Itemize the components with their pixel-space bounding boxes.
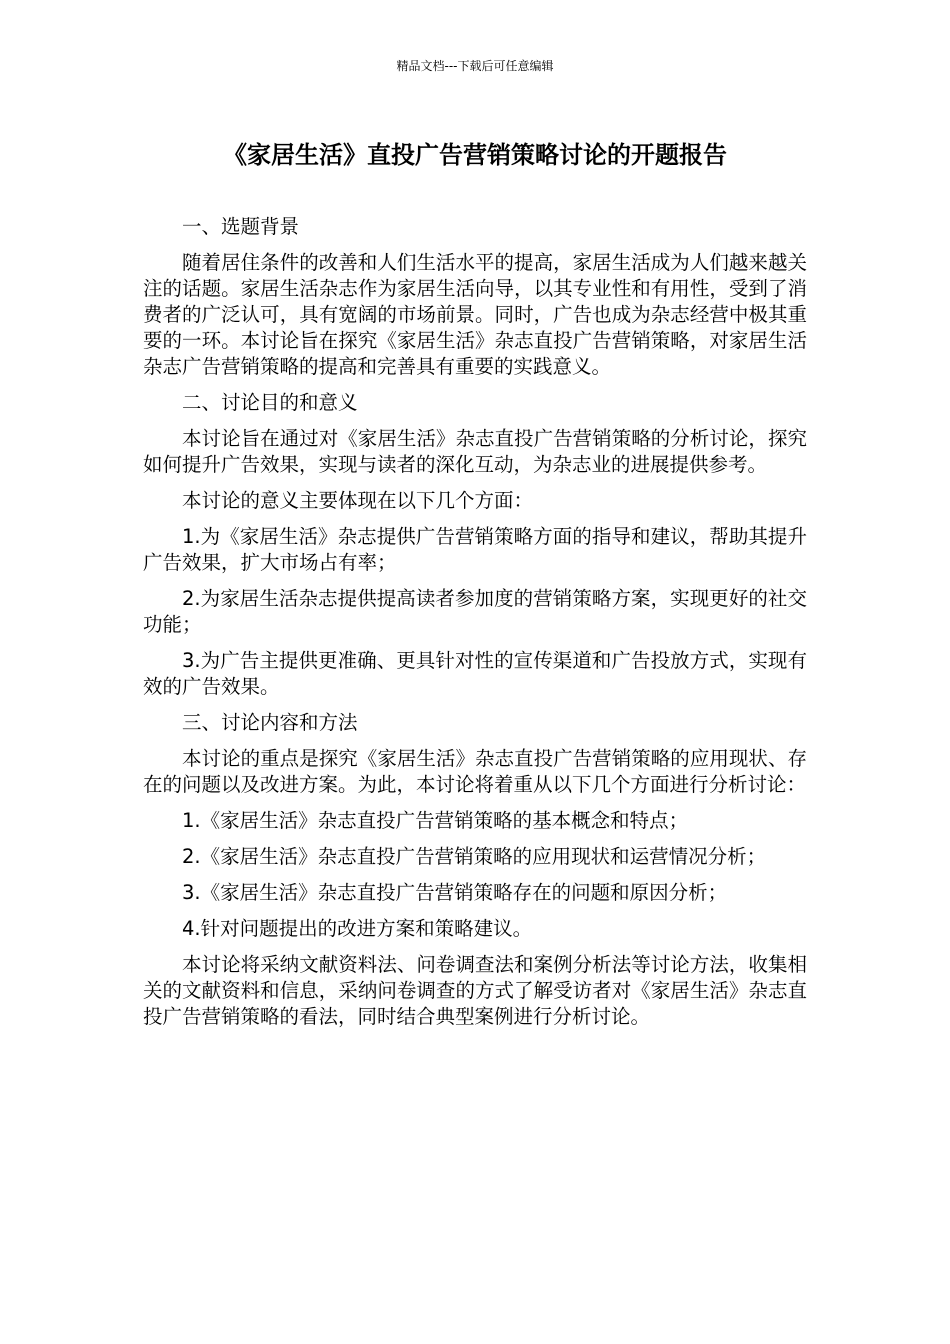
- section-heading-content-methods: 三、讨论内容和方法: [182, 711, 358, 734]
- paragraph: 本讨论的意义主要体现在以下几个方面：: [182, 489, 534, 512]
- paragraph: 本讨论旨在通过对《家居生活》杂志直投广告营销策略的分析讨论，探究如何提升广告效果，实现与读者的深化互动，为杂志业的进展提供参考。: [143, 427, 807, 476]
- list-item: 1.为《家居生活》杂志提供广告营销策略方面的指导和建议，帮助其提升广告效果，扩大市场占有率；: [143, 525, 807, 574]
- paragraph: 本讨论的重点是探究《家居生活》杂志直投广告营销策略的应用现状、存在的问题以及改进方案。为此，本讨论将着重从以下几个方面进行分析讨论：: [143, 747, 807, 796]
- list-item: 1.《家居生活》杂志直投广告营销策略的基本概念和特点；: [182, 809, 689, 832]
- page-header: 精品文档---下载后可任意编辑: [396, 59, 554, 73]
- list-item: 2.为家居生活杂志提供提高读者参加度的营销策略方案，实现更好的社交功能；: [143, 587, 807, 636]
- section-heading-background: 一、选题背景: [182, 215, 300, 238]
- document-body: [143, 214, 807, 1040]
- paragraph: 本讨论将采纳文献资料法、问卷调查法和案例分析法等讨论方法，收集相关的文献资料和信息，采纳问卷调查的方式了解受访者对《家居生活》杂志直投广告营销策略的看法，同时结合典型案例进行分析讨论。: [143, 953, 807, 1028]
- document-title: 《家居生活》直投广告营销策略讨论的开题报告: [223, 141, 727, 169]
- list-item: 3.为广告主提供更准确、更具针对性的宣传渠道和广告投放方式，实现有效的广告效果。: [143, 649, 807, 698]
- list-item: 2.《家居生活》杂志直投广告营销策略的应用现状和运营情况分析；: [182, 845, 767, 868]
- list-item: 3.《家居生活》杂志直投广告营销策略存在的问题和原因分析；: [182, 881, 728, 904]
- paragraph: 随着居住条件的改善和人们生活水平的提高，家居生活成为人们越来越关注的话题。家居生活杂志作为家居生活向导，以其专业性和有用性，受到了消费者的广泛认可，具有宽阔的市场前景。同时，广告也成为杂志经营中极其重要的一环。本讨论旨在探究《家居生活》杂志直投广告营销策略，对家居生活杂志广告营销策略的提高和完善具有重要的实践意义。: [143, 251, 807, 378]
- list-item: 4.针对问题提出的改进方案和策略建议。: [182, 917, 533, 940]
- section-heading-purpose: 二、讨论目的和意义: [182, 391, 358, 414]
